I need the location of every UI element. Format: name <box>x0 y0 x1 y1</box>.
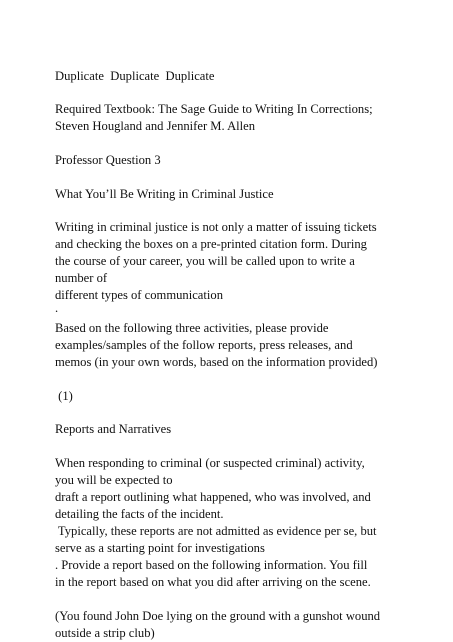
scenario-line-2: outside a strip club) <box>55 626 155 640</box>
reports-line-4: detailing the facts of the incident. <box>55 507 224 521</box>
instructions-line-3: memos (in your own words, based on the information provided) <box>55 355 378 369</box>
instructions-line-2: examples/samples of the follow reports, press releases, and <box>55 338 353 352</box>
reports-line-3: draft a report outlining what happened, who was involved, and <box>55 490 371 504</box>
intro-line-6: . <box>55 301 59 315</box>
intro-line-4: number of <box>55 271 108 285</box>
section-heading: What You’ll Be Writing in Criminal Justice <box>55 187 274 201</box>
reports-line-7: . Provide a report based on the following information. You fill <box>55 558 368 572</box>
reports-line-6: serve as a starting point for investigations <box>55 541 265 555</box>
instructions-line-1: Based on the following three activities, please provide <box>55 321 329 335</box>
reports-line-1: When responding to criminal (or suspected criminal) activity, <box>55 456 365 470</box>
professor-question: Professor Question 3 <box>55 153 161 167</box>
intro-line-1: Writing in criminal justice is not only a matter of issuing tickets <box>55 220 377 234</box>
item-number: (1) <box>55 389 73 403</box>
reports-line-5: Typically, these reports are not admitted as evidence per se, but <box>55 524 377 538</box>
intro-line-3: the course of your career, you will be called upon to write a <box>55 254 355 268</box>
duplicate-title: Duplicate Duplicate Duplicate <box>55 69 215 83</box>
textbook-line-1: Required Textbook: The Sage Guide to Writing In Corrections; <box>55 102 373 116</box>
intro-line-5: different types of communication <box>55 288 223 302</box>
reports-heading: Reports and Narratives <box>55 422 172 436</box>
intro-line-2: and checking the boxes on a pre-printed citation form. During <box>55 237 367 251</box>
reports-line-2: you will be expected to <box>55 473 173 487</box>
textbook-line-2: Steven Hougland and Jennifer M. Allen <box>55 119 256 133</box>
scenario-line-1: (You found John Doe lying on the ground with a gunshot wound <box>55 609 381 623</box>
reports-line-8: in the report based on what you did after arriving on the scene. <box>55 575 371 589</box>
